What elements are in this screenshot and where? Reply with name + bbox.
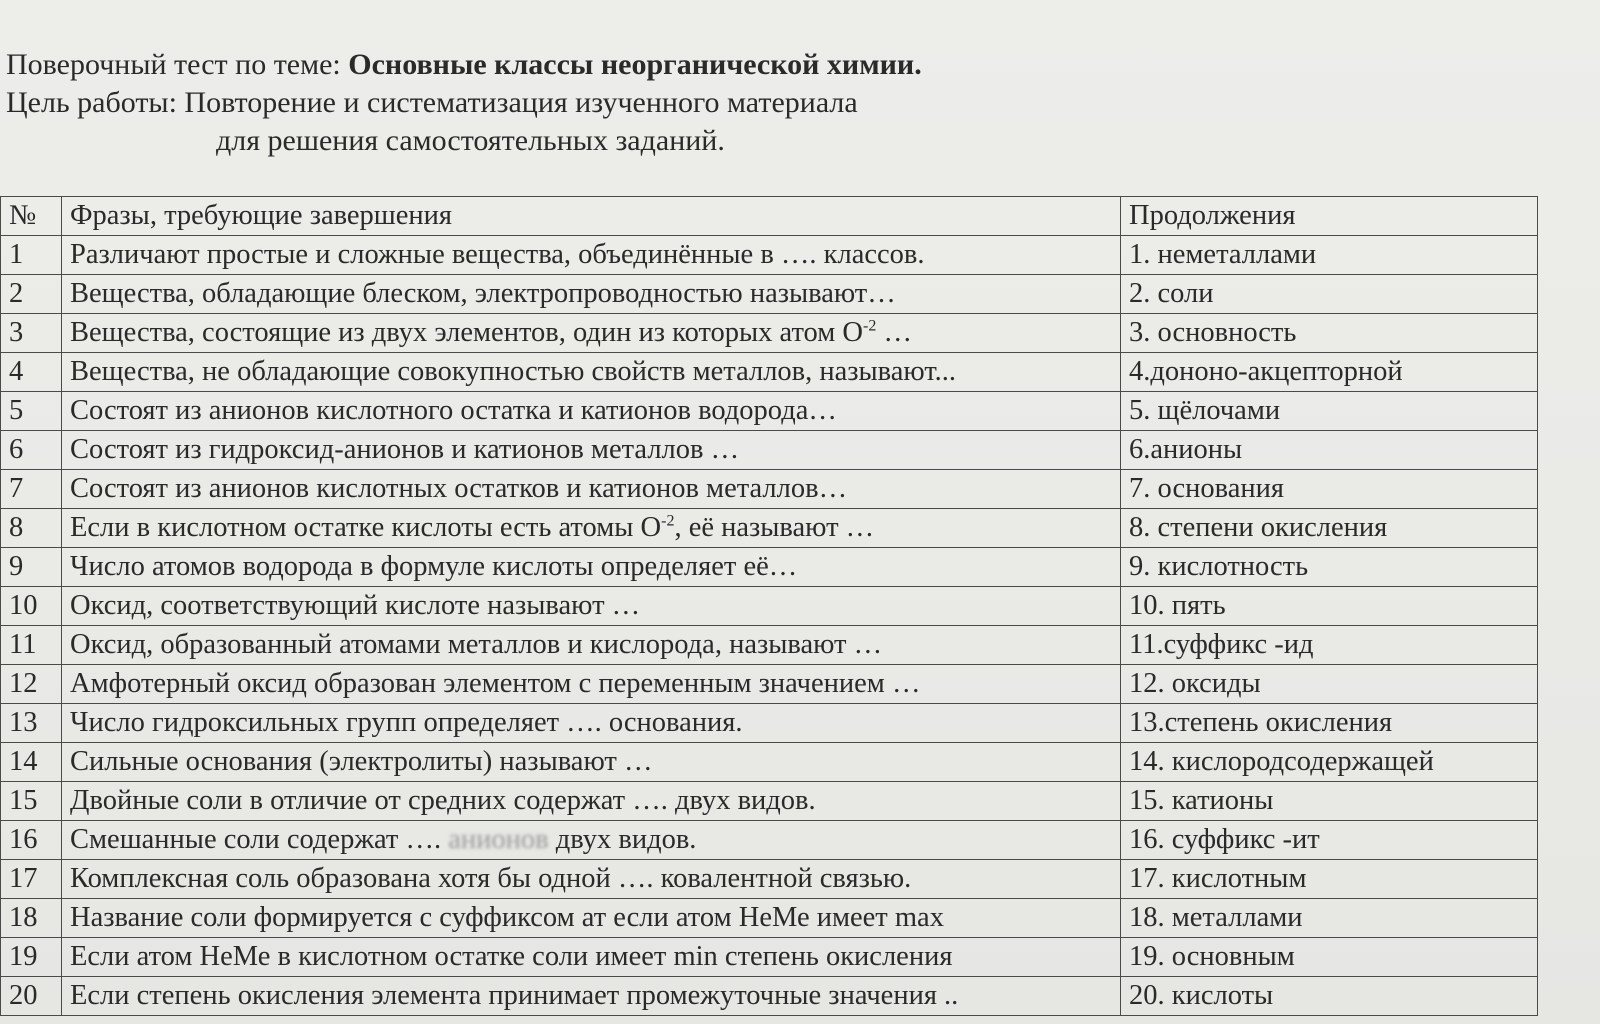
row-number: 9 [1, 548, 62, 587]
phrase-text: Если в кислотном остатке кислоты есть атомы O [70, 512, 662, 543]
table-row [1, 392, 1538, 431]
phrase-text: Оксид, соответствующий кислоте называют … [70, 590, 641, 621]
row-number: 16 [1, 821, 62, 860]
row-phrase [62, 860, 1121, 899]
row-continuation: 18. металлами [1121, 899, 1538, 938]
row-number: 18 [1, 899, 62, 938]
phrase-text-after: , её называют … [674, 512, 875, 543]
phrase-blurred-text: анионов [441, 824, 556, 855]
row-phrase [62, 665, 1121, 704]
phrase-text: Состоят из анионов кислотного остатка и катионов водорода… [70, 395, 837, 426]
row-number: 20 [1, 977, 62, 1016]
goal-line-1: Цель работы: Повторение и систематизация изученного материала [6, 86, 858, 119]
row-number: 3 [1, 314, 62, 353]
phrase-text: Вещества, обладающие блеском, электропроводностью называют… [70, 278, 896, 309]
phrase-text: Смешанные соли содержат …. [70, 824, 442, 855]
row-phrase [62, 431, 1121, 470]
table-row [1, 899, 1538, 938]
table-row [1, 314, 1538, 353]
topic-prefix: Поверочный тест по теме: [6, 48, 349, 81]
table-row [1, 509, 1538, 548]
row-phrase [62, 548, 1121, 587]
table-row [1, 431, 1538, 470]
row-number: 13 [1, 704, 62, 743]
row-phrase [62, 704, 1121, 743]
phrase-text: Различают простые и сложные вещества, объединённые в …. классов. [70, 239, 925, 270]
row-continuation: 15. катионы [1121, 782, 1538, 821]
table-row [1, 587, 1538, 626]
row-continuation: 4.дононо-акцепторной [1121, 353, 1538, 392]
phrase-superscript: -2 [661, 512, 675, 530]
phrase-text: Амфотерный оксид образован элементом с переменным значением … [70, 668, 921, 699]
row-number: 15 [1, 782, 62, 821]
table-header-row [1, 197, 1538, 236]
row-phrase [62, 314, 1121, 353]
table-row [1, 470, 1538, 509]
row-phrase [62, 821, 1121, 860]
table-row [1, 353, 1538, 392]
row-number: 12 [1, 665, 62, 704]
phrase-text: Число гидроксильных групп определяет …. основания. [70, 707, 743, 738]
row-phrase [62, 353, 1121, 392]
row-phrase [62, 782, 1121, 821]
row-continuation: 11.суффикс -ид [1121, 626, 1538, 665]
row-number: 4 [1, 353, 62, 392]
row-continuation: 12. оксиды [1121, 665, 1538, 704]
phrase-text: Вещества, не обладающие совокупностью свойств металлов, называют... [70, 356, 957, 387]
row-continuation: 6.анионы [1121, 431, 1538, 470]
row-number: 5 [1, 392, 62, 431]
phrase-text: Состоят из анионов кислотных остатков и катионов металлов… [70, 473, 848, 504]
topic-line [6, 46, 922, 84]
table-row [1, 977, 1538, 1016]
row-phrase [62, 470, 1121, 509]
phrase-superscript: -2 [863, 317, 877, 335]
table-row [1, 782, 1538, 821]
row-number: 7 [1, 470, 62, 509]
row-continuation: 2. соли [1121, 275, 1538, 314]
row-phrase [62, 977, 1121, 1016]
row-continuation: 10. пять [1121, 587, 1538, 626]
phrase-text: Состоят из гидроксид-анионов и катионов металлов … [70, 434, 740, 465]
row-continuation: 7. основания [1121, 470, 1538, 509]
row-continuation: 17. кислотным [1121, 860, 1538, 899]
row-continuation: 9. кислотность [1121, 548, 1538, 587]
phrase-text: Число атомов водорода в формуле кислоты определяет её… [70, 551, 798, 582]
row-phrase [62, 626, 1121, 665]
row-continuation: 13.степень окисления [1121, 704, 1538, 743]
phrase-text: Сильные основания (электролиты) называют … [70, 746, 653, 777]
row-number: 1 [1, 236, 62, 275]
table-row [1, 665, 1538, 704]
row-phrase [62, 587, 1121, 626]
header-phrases: Фразы, требующие завершения [62, 197, 1121, 236]
row-continuation: 8. степени окисления [1121, 509, 1538, 548]
phrase-text: Название соли формируется с суффиксом ат если атом НеМе имеет max [70, 902, 944, 933]
row-number: 8 [1, 509, 62, 548]
row-number: 2 [1, 275, 62, 314]
phrase-text: Комплексная соль образована хотя бы одной …. ковалентной связью. [70, 863, 912, 894]
quiz-table [0, 196, 1538, 1016]
header-continuations: Продолжения [1121, 197, 1538, 236]
row-phrase [62, 743, 1121, 782]
table-row [1, 860, 1538, 899]
row-number: 10 [1, 587, 62, 626]
table-row [1, 938, 1538, 977]
row-continuation: 20. кислоты [1121, 977, 1538, 1016]
phrase-text: Если атом НеМе в кислотном остатке соли имеет min степень окисления [70, 941, 953, 972]
table-row [1, 626, 1538, 665]
table-row [1, 743, 1538, 782]
row-continuation: 14. кислородсодержащей [1121, 743, 1538, 782]
phrase-text: Оксид, образованный атомами металлов и кислорода, называют … [70, 629, 883, 660]
row-continuation: 3. основность [1121, 314, 1538, 353]
row-number: 19 [1, 938, 62, 977]
row-continuation: 5. щёлочами [1121, 392, 1538, 431]
row-number: 11 [1, 626, 62, 665]
row-continuation: 19. основным [1121, 938, 1538, 977]
row-phrase [62, 899, 1121, 938]
header-num: № [1, 197, 62, 236]
phrase-text: Если степень окисления элемента принимает промежуточные значения .. [70, 980, 959, 1011]
table-row [1, 275, 1538, 314]
table-row [1, 236, 1538, 275]
row-phrase [62, 392, 1121, 431]
topic-title: Основные классы неорганической химии. [348, 48, 922, 81]
row-phrase [62, 509, 1121, 548]
row-phrase [62, 938, 1121, 977]
row-number: 14 [1, 743, 62, 782]
table-row [1, 548, 1538, 587]
phrase-text: Вещества, состоящие из двух элементов, один из которых атом O [70, 317, 863, 348]
row-number: 17 [1, 860, 62, 899]
phrase-text: Двойные соли в отличие от средних содержат …. двух видов. [70, 785, 816, 816]
document-header [6, 46, 922, 160]
goal-line-2: для решения самостоятельных заданий. [216, 124, 725, 157]
phrase-text-after: … [876, 317, 912, 348]
phrase-text-after: двух видов. [555, 824, 697, 855]
row-phrase [62, 275, 1121, 314]
row-phrase [62, 236, 1121, 275]
row-continuation: 16. суффикс -ит [1121, 821, 1538, 860]
row-continuation: 1. неметаллами [1121, 236, 1538, 275]
table-row [1, 704, 1538, 743]
table-row [1, 821, 1538, 860]
row-number: 6 [1, 431, 62, 470]
